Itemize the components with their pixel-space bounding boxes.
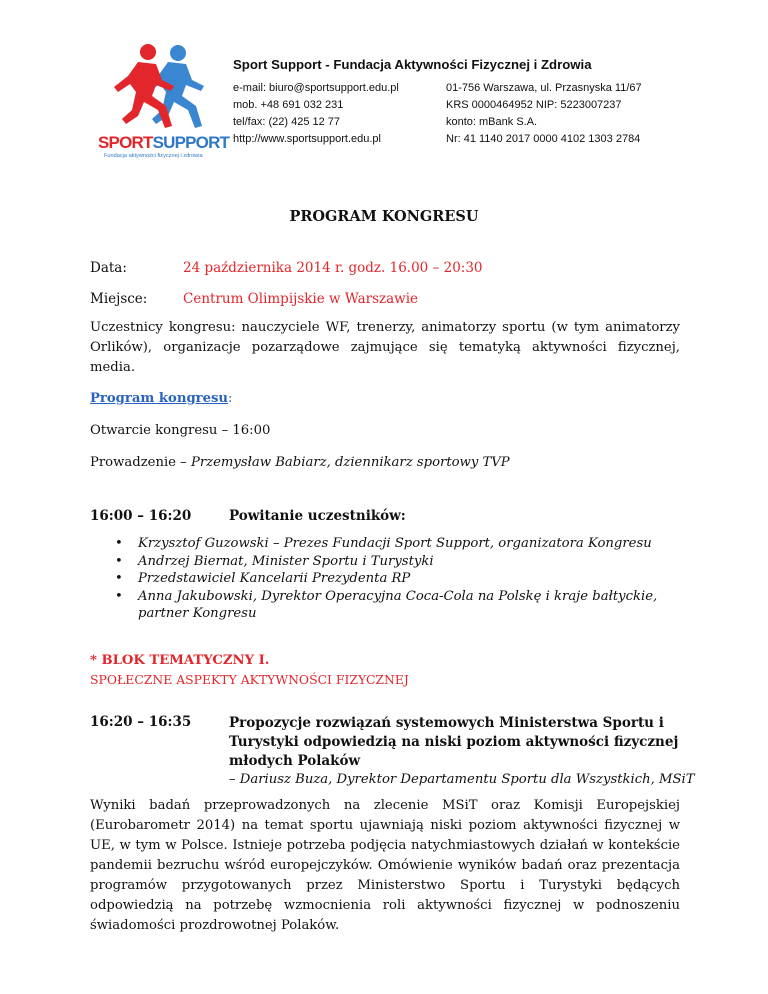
welcome-time: 16:00 – 16:20	[90, 508, 192, 524]
date-value: 24 października 2014 r. godz. 16.00 – 20:30	[183, 260, 483, 276]
contact-address: 01-756 Warszawa, ul. Przasnyska 11/67	[446, 82, 642, 94]
block-subtitle: SPOŁECZNE ASPEKTY AKTYWNOŚCI FIZYCZNEJ	[90, 672, 409, 687]
contact-krs-nip: KRS 0000464952 NIP: 5223007237	[446, 99, 622, 111]
organization-name: Sport Support - Fundacja Aktywności Fizycznej i Zdrowia	[233, 57, 592, 72]
program-link[interactable]: Program kongresu	[90, 391, 229, 406]
list-item: • Andrzej Biernat, Minister Sportu i Turystyki	[115, 553, 434, 569]
contact-info-right	[446, 80, 642, 148]
list-item: • Anna Jakubowski, Dyrektor Operacyjna Coca-Cola na Polskę i kraje bałtyckie, partner Kongresu	[115, 588, 658, 621]
program-heading: Program kongresu:	[90, 391, 233, 406]
bullet-icon: •	[115, 571, 123, 586]
opening-line: Otwarcie kongresu – 16:00	[90, 423, 271, 438]
welcome-heading: Powitanie uczestników:	[229, 508, 406, 524]
host-line: Prowadzenie – Przemysław Babiarz, dziennikarz sportowy TVP	[90, 455, 510, 470]
list-item: • Krzysztof Guzowski – Prezes Fundacji Sport Support, organizatora Kongresu	[115, 536, 652, 551]
talk-speaker: – Dariusz Buza, Dyrektor Departamentu Sportu dla Wszystkich, MSiT	[229, 772, 695, 787]
sport-support-logo	[96, 40, 230, 164]
contact-email[interactable]: e-mail: biuro@sportsupport.edu.pl	[233, 82, 399, 94]
runners-logo-icon	[96, 40, 220, 136]
talk-title: Propozycje rozwiązań systemowych Ministerstwa Sportu i Turystyki odpowiedzią na niski poziom aktywności fizycznej młodych Polaków	[229, 715, 679, 769]
list-item: • Przedstawiciel Kancelarii Prezydenta RP	[115, 571, 411, 586]
date-label: Data:	[90, 260, 127, 276]
place-value: Centrum Olimpijskie w Warszawie	[183, 291, 419, 307]
contact-bank: konto: mBank S.A.	[446, 116, 538, 128]
talk-time: 16:20 – 16:35	[90, 714, 192, 730]
logo-tagline: Fundacja aktywności fizycznej i zdrowia	[104, 153, 203, 159]
block-title: * BLOK TEMATYCZNY I.	[90, 653, 270, 668]
contact-website[interactable]: http://www.sportsupport.edu.pl	[233, 133, 381, 145]
participants-paragraph: Uczestnicy kongresu: nauczyciele WF, trenerzy, animatorzy sportu (w tym animatorzy Orlików), organizacje pozarządowe zajmujące się tematyką aktywności fizycznej, media.	[90, 320, 680, 375]
bullet-icon: •	[115, 536, 123, 551]
contact-account-number: Nr: 41 1140 2017 0000 4102 1303 2784	[446, 133, 641, 145]
page-title: PROGRAM KONGRESU	[289, 208, 479, 225]
host-name: Przemysław Babiarz, dziennikarz sportowy TVP	[190, 455, 510, 470]
contact-mobile: mob. +48 691 032 231	[233, 99, 344, 111]
contact-telfax: tel/fax: (22) 425 12 77	[233, 116, 341, 128]
contact-info-left	[233, 80, 399, 148]
talk-description: Wyniki badań przeprowadzonych na zlecenie MSiT oraz Komisji Europejskiej (Eurobarometr 2014) na temat sportu ujawniają niski poziom aktywności fizycznej w UE, w tym w Polsce. Istnieje potrzeba podjęcia natychmiastowych działań w kontekście pandemii bezruchu wśród europejczyków. Omówienie wyników badań oraz prezentacja programów przygotowanych przez Ministerstwo Sportu i Turystyki będących odpowiedzią na potrzebę wzmocnienia roli aktywności fizycznej w podnoszeniu świadomości prozdrowotnej Polaków.	[90, 798, 680, 933]
bullet-icon: •	[115, 553, 123, 569]
welcome-speakers-list	[90, 535, 690, 623]
bullet-icon: •	[115, 588, 123, 604]
place-label: Miejsce:	[90, 291, 148, 307]
logo-wordmark: SPORTSUPPORT	[98, 133, 230, 152]
